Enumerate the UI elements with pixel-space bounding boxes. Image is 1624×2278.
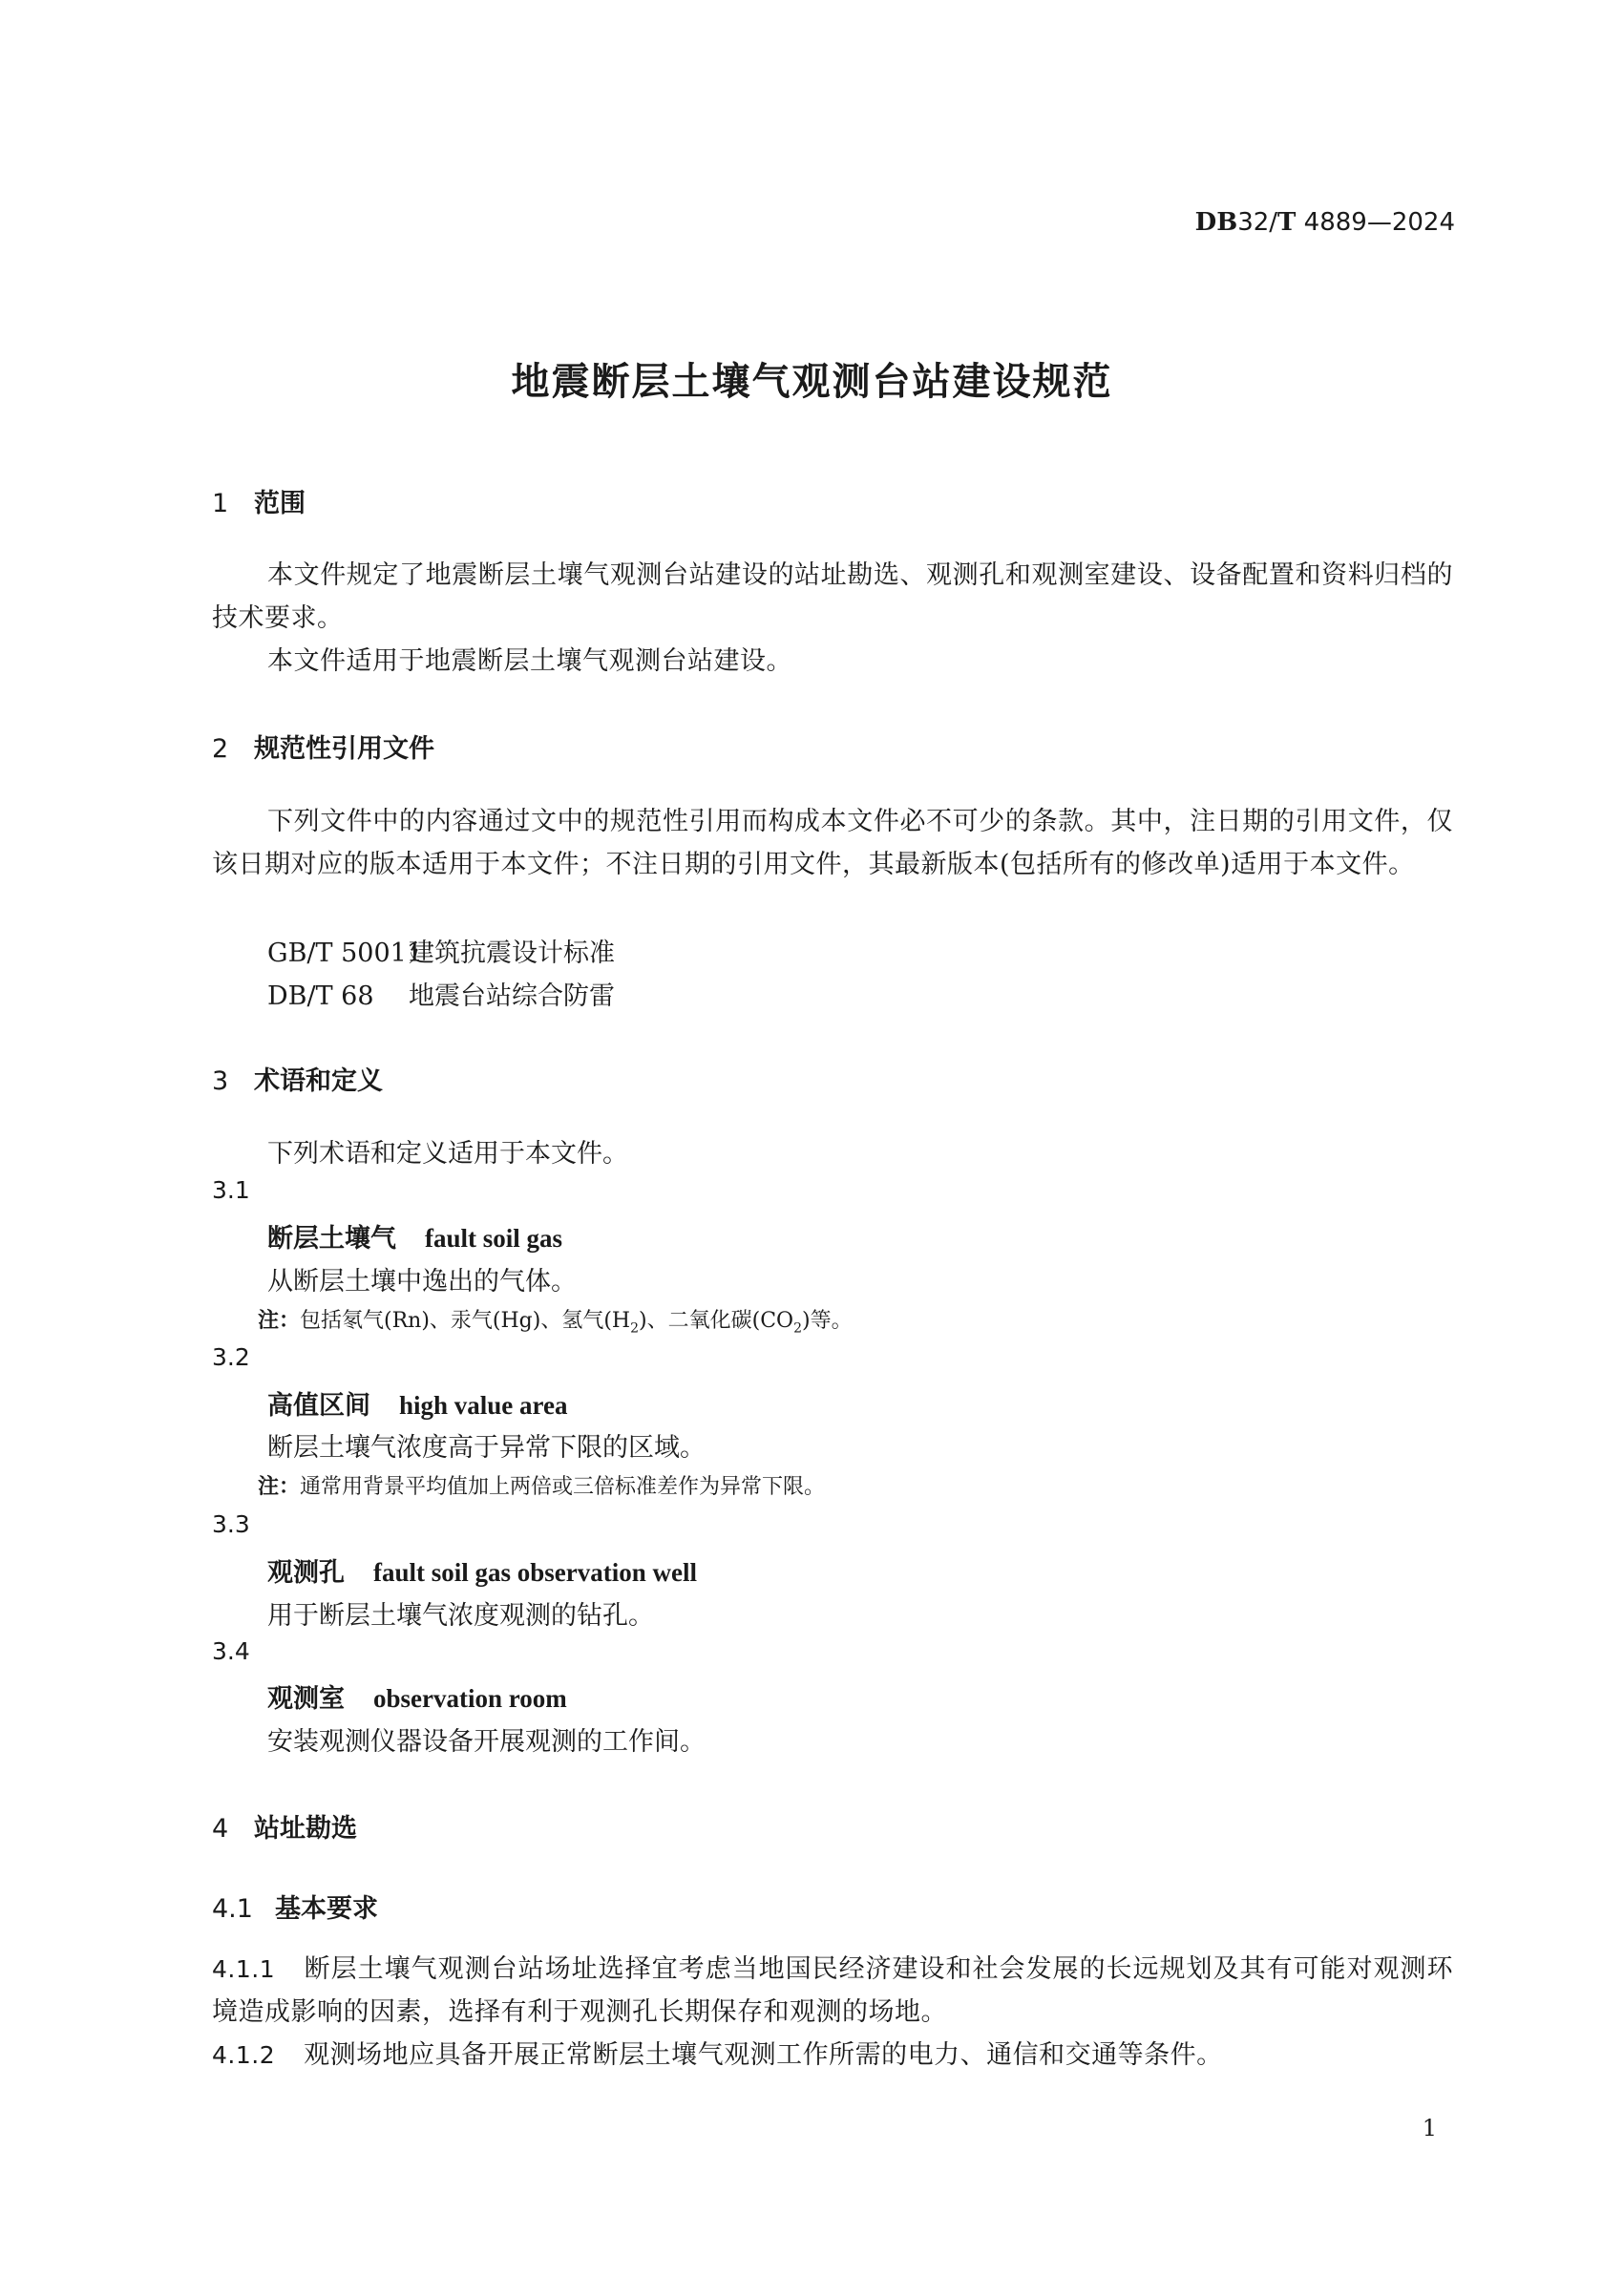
term-definition: 用于断层土壤气浓度观测的钻孔。: [267, 1601, 654, 1631]
term-title: 断层土壤气 fault soil gas: [267, 1224, 563, 1254]
term-definition: 从断层土壤中逸出的气体。: [267, 1267, 577, 1297]
section-1-para-1: 本文件规定了地震断层土壤气观测台站建设的站址勘选、观测孔和观测室建设、设备配置和资料归档的技术要求。: [212, 560, 1453, 633]
term-number: 3.2: [212, 1343, 250, 1371]
section-2-heading: 2 规范性引用文件: [212, 734, 434, 764]
document-code: [1195, 208, 1455, 237]
term-number: 3.3: [212, 1510, 250, 1538]
section-1-para-2: 本文件适用于地震断层土壤气观测台站建设。: [267, 646, 792, 676]
code-prefix: DB: [1194, 208, 1238, 237]
page-number: 1: [1422, 2115, 1437, 2141]
subsection-4-1-heading: 4.1 基本要求: [212, 1894, 378, 1924]
term-definition: 断层土壤气浓度高于异常下限的区域。: [267, 1433, 706, 1463]
term-title: 观测孔 fault soil gas observation well: [267, 1558, 698, 1588]
section-1-heading: 1 范围: [212, 489, 306, 518]
term-title: 高值区间 high value area: [267, 1391, 568, 1421]
reference-item: GB/T 50011建筑抗震设计标准: [267, 939, 615, 968]
code-rest: 32/T: [1237, 208, 1297, 237]
term-number: 3.1: [212, 1176, 250, 1204]
section-2-para-1: 下列文件中的内容通过文中的规范性引用而构成本文件必不可少的条款。其中，注日期的引用文件，仅该日期对应的版本适用于本文件；不注日期的引用文件，其最新版本(包括所有的修改单)适用于本文件。: [212, 807, 1453, 879]
page-title: 地震断层土壤气观测台站建设规范: [511, 360, 1113, 404]
term-definition: 安装观测仪器设备开展观测的工作间。: [267, 1727, 706, 1757]
clause-4-1-2: 4.1.2 观测场地应具备开展正常断层土壤气观测工作所需的电力、通信和交通等条件。: [212, 2040, 1223, 2070]
section-4-heading: 4 站址勘选: [212, 1814, 357, 1844]
term-title: 观测室 observation room: [267, 1684, 567, 1714]
term-note: 注：通常用背景平均值加上两倍或三倍标准差作为异常下限。: [258, 1475, 826, 1499]
reference-item: DB/T 68 地震台站综合防雷: [267, 981, 615, 1011]
term-number: 3.4: [212, 1637, 250, 1665]
section-3-para-1: 下列术语和定义适用于本文件。: [267, 1139, 628, 1169]
section-3-heading: 3 术语和定义: [212, 1066, 383, 1096]
clause-4-1-1: 4.1.1 断层土壤气观测台站场址选择宜考虑当地国民经济建设和社会发展的长远规划及其有可能对观测环境造成影响的因素，选择有利于观测孔长期保存和观测的场地。: [212, 1954, 1453, 2027]
term-note: 注：包括氡气(Rn)、汞气(Hg)、氢气$(H_2)$、二氧化碳$(CO_2)$等。: [258, 1309, 853, 1337]
code-number: 4889—2024: [1303, 208, 1455, 237]
